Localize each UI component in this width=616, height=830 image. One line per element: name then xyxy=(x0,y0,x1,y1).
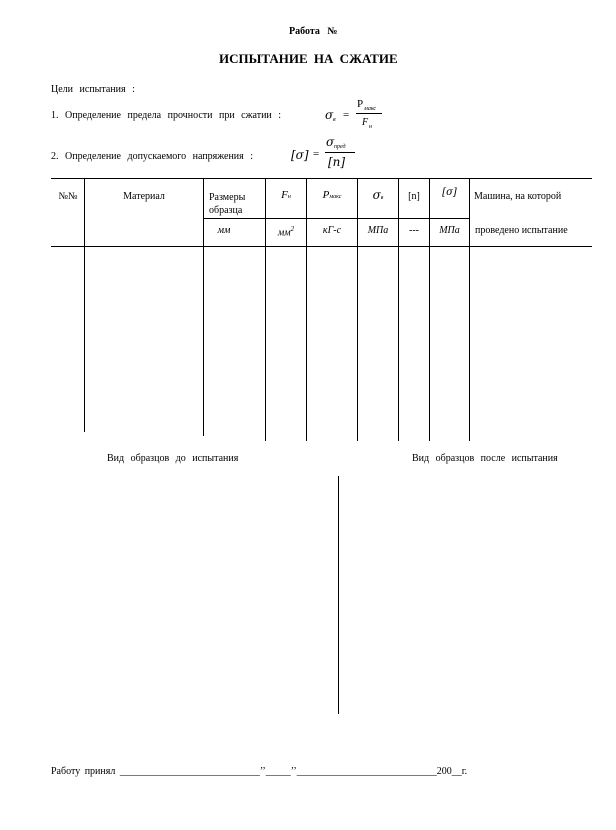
unit-sigma: МПа xyxy=(367,225,389,236)
unit-pmax: кГ-с xyxy=(322,225,342,236)
header-machine-line1: Машина, на которой xyxy=(474,191,562,202)
col-divider xyxy=(469,178,470,441)
formula2-denominator: [n] xyxy=(328,155,346,169)
unit-fn xyxy=(266,225,306,238)
year-suffix: г. xyxy=(461,766,468,777)
goal-2-text: 2. Определение допускаемого напряжения : xyxy=(51,151,254,162)
header-dimensions-line2: образца xyxy=(209,205,243,216)
table-header-bottom xyxy=(51,246,592,247)
signature-blank: ____________________________ xyxy=(119,766,260,777)
formula2-numerator-sub: пред xyxy=(334,144,346,150)
header-dimensions xyxy=(209,191,245,217)
samples-divider xyxy=(338,476,339,714)
header-sigma xyxy=(358,188,398,202)
header-num: №№ xyxy=(58,191,78,202)
formula2-equals: = xyxy=(313,148,320,160)
header-safety-factor: [n] xyxy=(408,191,420,202)
header-sigma-sub: в xyxy=(380,195,384,201)
col-divider xyxy=(398,178,399,441)
goal-1-text: 1. Определение предела прочности при сжатии : xyxy=(51,110,282,121)
goals-heading: Цели испытания : xyxy=(51,84,135,95)
col-divider xyxy=(357,178,358,441)
work-number-label xyxy=(289,26,337,37)
col-divider xyxy=(265,178,266,441)
unit-dimensions: мм xyxy=(217,225,231,236)
formula1-denominator-sub: н xyxy=(369,124,372,130)
month-blank: ____________________________ xyxy=(296,766,437,777)
day-blank: _____ xyxy=(265,766,291,777)
formula2-fraction-bar xyxy=(325,152,355,153)
formula2-lhs: [σ] xyxy=(291,148,309,162)
unit-fn-exponent: 2 xyxy=(290,225,295,233)
quote-open: ’’ xyxy=(259,766,266,777)
unit-safety-factor: --- xyxy=(409,225,419,236)
formula1-equals: = xyxy=(343,109,350,121)
formula1-fraction-bar xyxy=(356,113,382,114)
formula1-denominator: F xyxy=(362,117,369,128)
header-allowable-stress: [σ] xyxy=(442,187,457,198)
header-fn xyxy=(266,189,306,201)
header-fn-sub: н xyxy=(287,194,291,200)
footer-signature-line xyxy=(51,766,467,777)
page-title: ИСПЫТАНИЕ НА СЖАТИЕ xyxy=(219,51,398,66)
formula1-sigma-sub: в xyxy=(333,117,336,123)
header-pmax-sub: макс xyxy=(329,194,342,200)
formula1-sigma: σ xyxy=(325,108,334,122)
header-pmax-symbol: P xyxy=(322,189,330,201)
work-label: Работа xyxy=(289,26,320,37)
header-pmax xyxy=(307,189,357,201)
unit-fn-value: мм xyxy=(277,227,291,239)
unit-allowable-stress: МПа xyxy=(439,225,460,236)
col-divider xyxy=(306,178,307,441)
header-fn-symbol: F xyxy=(281,189,288,201)
formula2-numerator: σ xyxy=(326,135,335,149)
samples-after-label: Вид образцов после испытания xyxy=(412,453,558,464)
header-machine-line2: проведено испытание xyxy=(475,225,568,236)
formula1-numerator: P xyxy=(357,98,364,110)
accepted-label: Работу принял xyxy=(51,766,116,777)
samples-before-label: Вид образцов до испытания xyxy=(107,453,239,464)
col-divider xyxy=(429,178,430,441)
year-prefix: 200 xyxy=(436,766,452,777)
quote-close: ’’ xyxy=(290,766,297,777)
col-divider xyxy=(203,178,204,436)
table-top-border xyxy=(51,178,592,179)
col-divider xyxy=(84,178,85,432)
year-blank: __ xyxy=(451,766,462,777)
formula1-numerator-sub: макс xyxy=(364,106,377,112)
header-sigma-symbol: σ xyxy=(372,188,381,202)
header-material: Материал xyxy=(123,191,165,202)
number-sign: № xyxy=(327,26,338,37)
header-dimensions-line1: Размеры xyxy=(209,192,246,203)
